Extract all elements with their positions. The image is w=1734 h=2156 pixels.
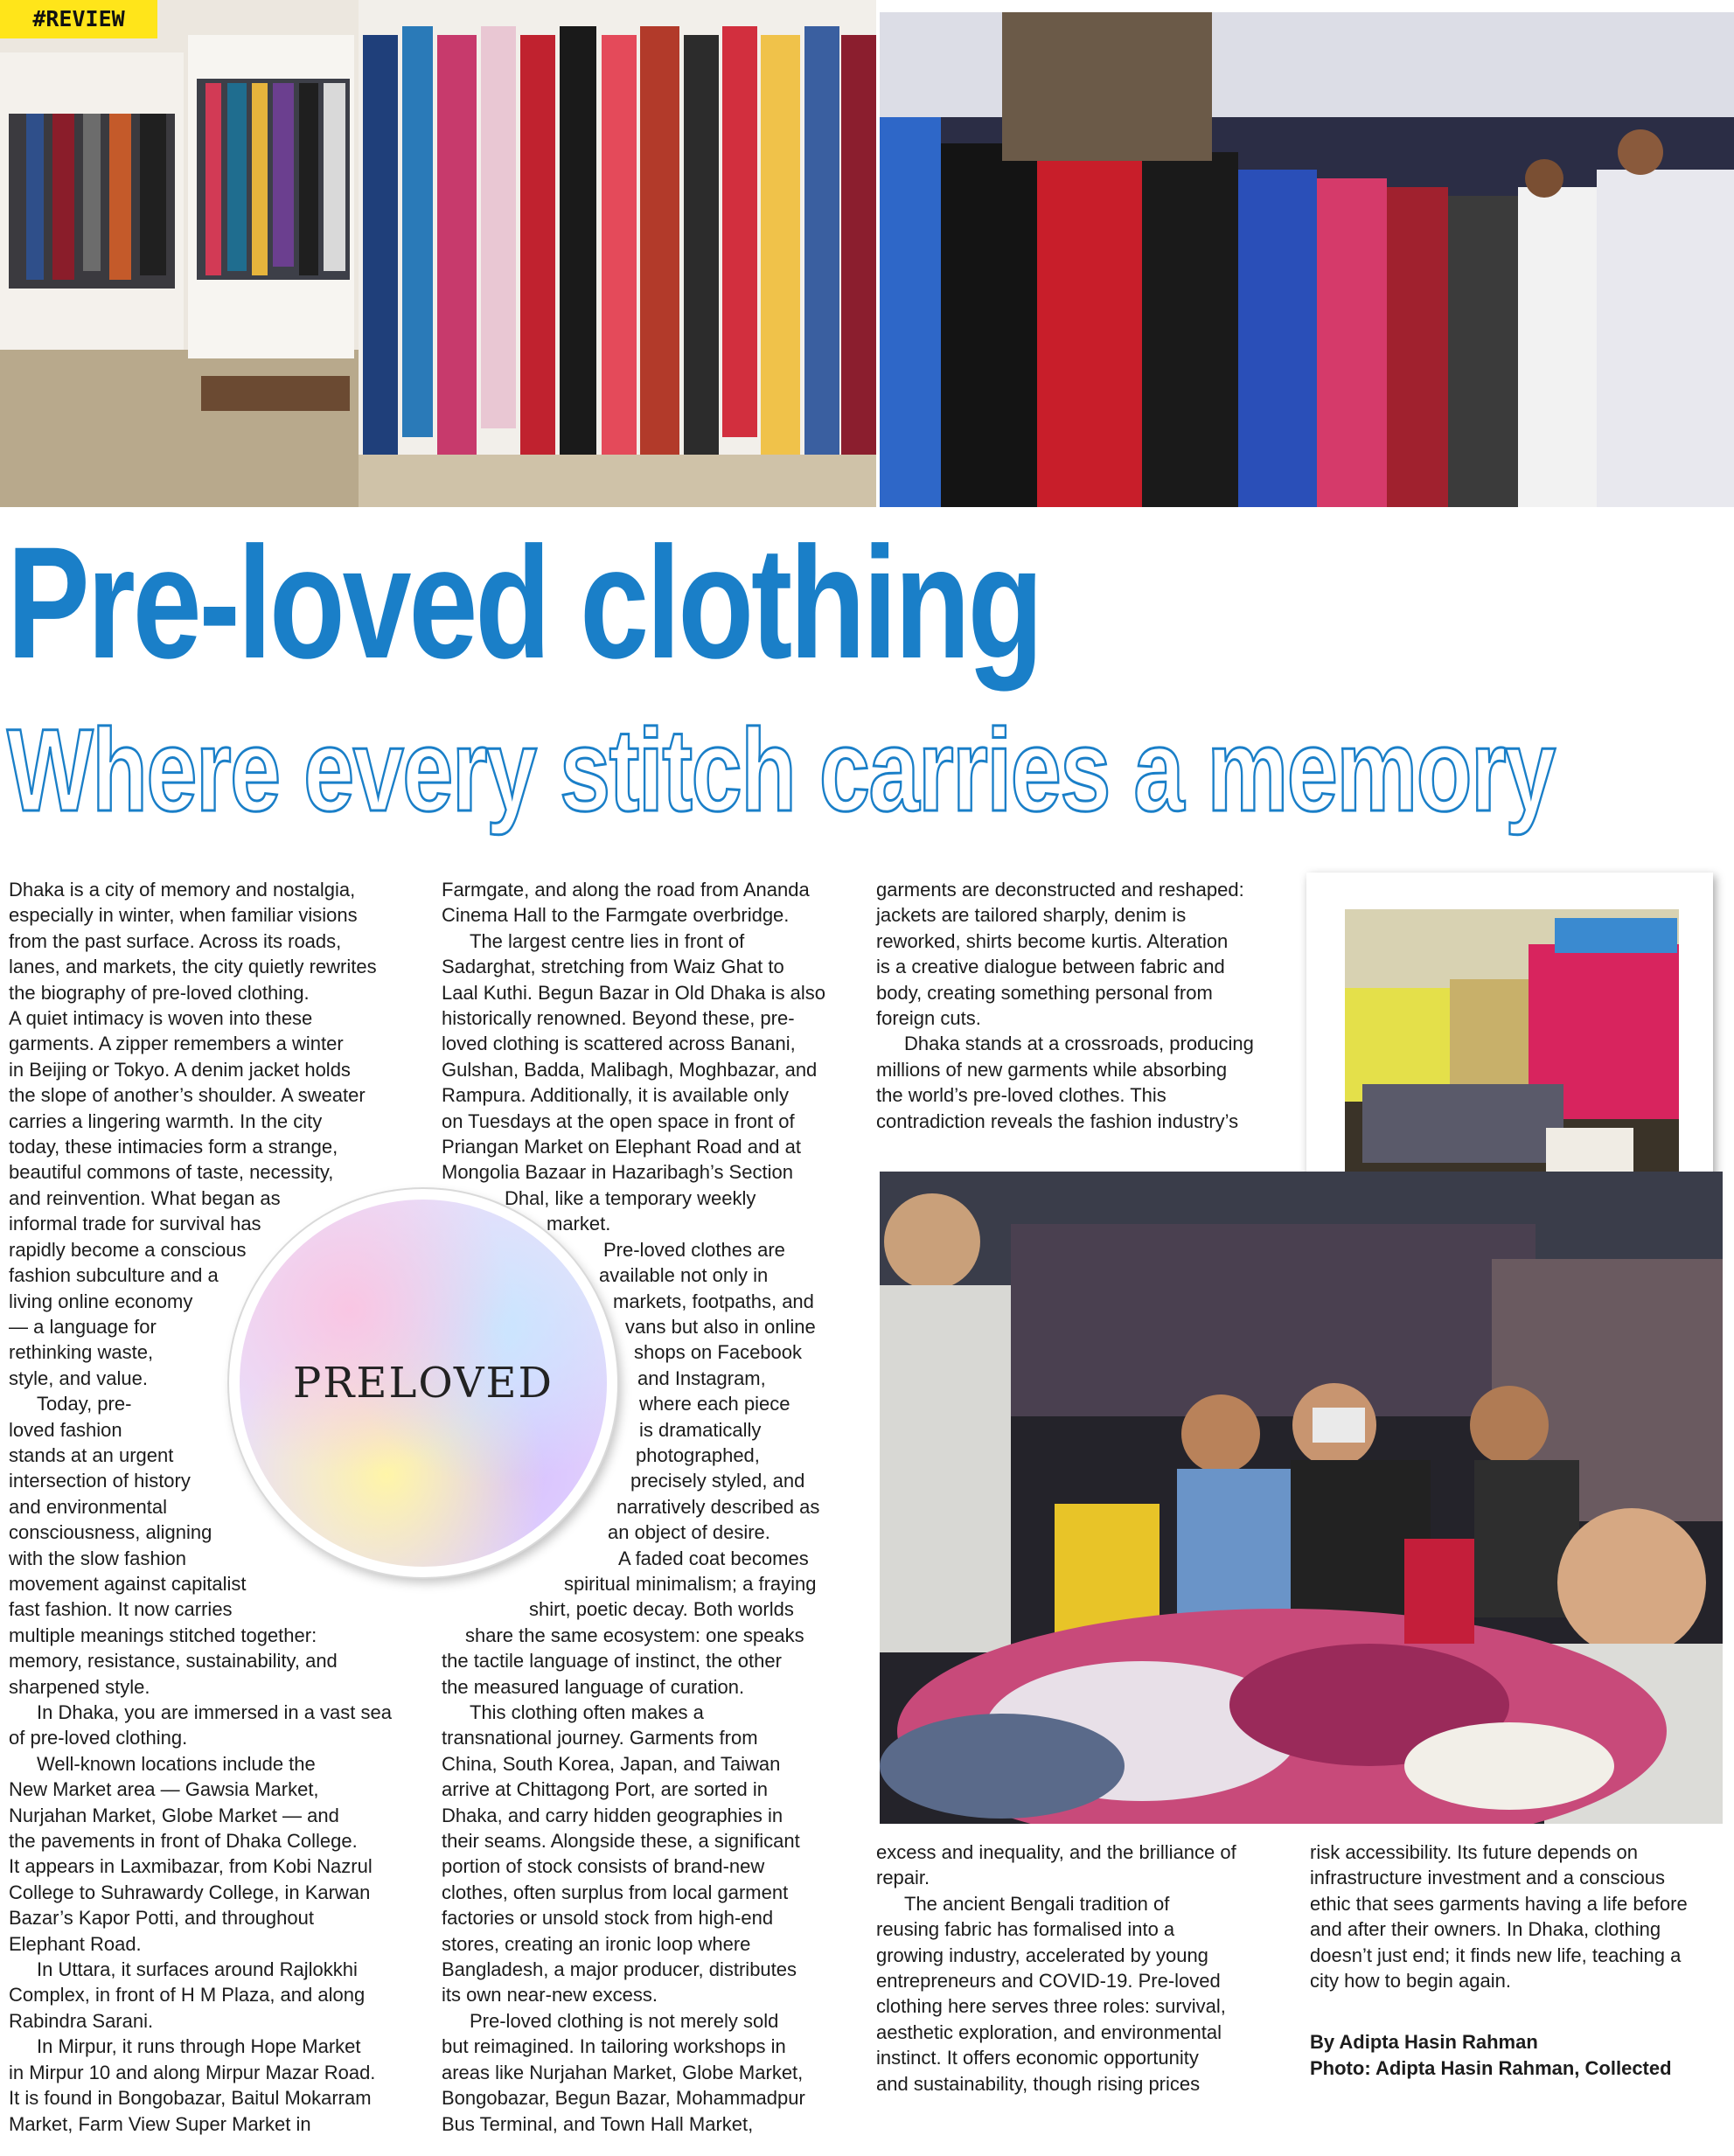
text-line: rethinking waste,	[9, 1341, 154, 1364]
text-line: millions of new garments while absorbing	[876, 1058, 1228, 1081]
text-line: and reinvention. What began as	[9, 1186, 281, 1209]
text-line: sharpened style.	[9, 1675, 150, 1698]
text-line: Sadarghat, stretching from Waiz Ghat to	[442, 956, 784, 978]
text-line: in Mirpur 10 and along Mirpur Mazar Road.	[9, 2061, 376, 2083]
text-line: New Market area — Gawsia Market,	[9, 1778, 319, 1801]
text-line: repair.	[876, 1867, 930, 1889]
text-line: excess and inequality, and the brilliance of	[876, 1841, 1236, 1863]
text-line: precisely styled, and	[630, 1470, 805, 1492]
text-line: and sustainability, though rising prices	[876, 2072, 1201, 2095]
article-column-3-bottom	[876, 1840, 1296, 2097]
text-line: their seams. Alongside these, a significant	[442, 1830, 800, 1853]
text-line: but reimagined. In tailoring workshops in	[442, 2035, 786, 2058]
photo-boutique-racks-art	[0, 0, 876, 507]
text-line: Dhaka stands at a crossroads, producing	[904, 1033, 1254, 1055]
article-column-4	[1310, 1840, 1730, 2081]
text-line: Bongobazar, Begun Bazar, Mohammadpur	[442, 2087, 805, 2110]
text-line: the measured language of curation.	[442, 1675, 745, 1698]
text-line: on Tuesdays at the open space in front of	[442, 1109, 795, 1132]
text-line: factories or unsold stock from high-end	[442, 1907, 774, 1930]
text-line: the tactile language of instinct, the other	[442, 1650, 782, 1673]
text-line: instinct. It offers economic opportunity	[876, 2047, 1199, 2069]
text-line: Pre-loved clothes are	[603, 1238, 785, 1261]
text-line: Rampura. Additionally, it is available only	[442, 1084, 790, 1107]
text-line: It is found in Bongobazar, Baitul Mokarram	[9, 2087, 372, 2110]
text-line: shops on Facebook	[634, 1341, 803, 1364]
text-line: in Beijing or Tokyo. A denim jacket holds	[9, 1058, 351, 1081]
text-line: living online economy	[9, 1290, 193, 1312]
text-line: the biography of pre-loved clothing.	[9, 981, 310, 1004]
photo-credit: Photo: Adipta Hasin Rahman, Collected	[1310, 2056, 1672, 2079]
text-line: The largest centre lies in front of	[470, 929, 745, 952]
text-line: infrastructure investment and a conscious	[1310, 1867, 1665, 1889]
text-line: consciousness, aligning	[9, 1521, 212, 1544]
preloved-circle-graphic	[229, 1189, 617, 1577]
text-line: — a language for	[9, 1315, 157, 1338]
text-line: entrepreneurs and COVID-19. Pre-loved	[876, 1970, 1221, 1993]
text-line: garments. A zipper remembers a winter	[9, 1033, 344, 1055]
text-line: clothes, often surplus from local garment	[442, 1881, 789, 1903]
headline: Pre-loved clothing	[7, 513, 1041, 692]
text-line: portion of stock consists of brand-new	[442, 1855, 765, 1878]
text-line: China, South Korea, Japan, and Taiwan	[442, 1752, 781, 1775]
text-line: the pavements in front of Dhaka College.	[9, 1830, 358, 1853]
text-line: stands at an urgent	[9, 1443, 174, 1466]
byline: By Adipta Hasin Rahman	[1310, 2031, 1538, 2054]
text-line: available not only in	[599, 1264, 769, 1287]
text-line: memory, resistance, sustainability, and	[9, 1650, 338, 1673]
text-line: Mongolia Bazaar in Hazaribagh’s Section	[442, 1161, 793, 1184]
text-line: This clothing often makes a	[470, 1701, 704, 1723]
text-line: In Dhaka, you are immersed in a vast sea	[37, 1701, 392, 1723]
text-line: markets, footpaths, and	[613, 1290, 814, 1312]
text-line: clothing here serves three roles: survival,	[876, 1995, 1226, 2018]
text-line: loved clothing is scattered across Banani,	[442, 1033, 796, 1055]
text-line: reusing fabric has formalised into a	[876, 1918, 1175, 1941]
photo-jacket-market-art	[880, 12, 1734, 507]
text-line: foreign cuts.	[876, 1007, 981, 1030]
text-line: vans but also in online	[625, 1315, 816, 1338]
text-line: Well-known locations include the	[37, 1752, 316, 1775]
text-line: from the past surface. Across its roads,	[9, 929, 342, 952]
text-line: narratively described as	[616, 1495, 820, 1518]
text-line: garments are deconstructed and reshaped:	[876, 879, 1244, 901]
text-line: especially in winter, when familiar visions	[9, 904, 358, 927]
text-line: its own near-new excess.	[442, 1984, 658, 2006]
text-line: and Instagram,	[637, 1367, 766, 1389]
text-line: Bangladesh, a major producer, distributes	[442, 1958, 797, 1981]
text-line: carries a lingering warmth. In the city	[9, 1109, 323, 1132]
text-line: is a creative dialogue between fabric and	[876, 956, 1225, 978]
text-line: beautiful commons of taste, necessity,	[9, 1161, 334, 1184]
photo-crowd-art	[880, 1172, 1723, 1824]
text-line: loved fashion	[9, 1418, 122, 1441]
text-line: city how to begin again.	[1310, 1970, 1511, 1993]
photo-jacket-market	[880, 12, 1734, 507]
text-line: Farmgate, and along the road from Ananda	[442, 879, 810, 901]
text-line: Complex, in front of H M Plaza, and along	[9, 1984, 366, 2006]
text-line: reworked, shirts become kurtis. Alteration	[876, 929, 1229, 952]
text-line: the slope of another’s shoulder. A sweater	[9, 1084, 366, 1107]
text-line: movement against capitalist	[9, 1572, 247, 1595]
text-line: shirt, poetic decay. Both worlds	[529, 1598, 794, 1621]
text-line: contradiction reveals the fashion industry’s	[876, 1109, 1239, 1132]
text-line: and environmental	[9, 1495, 168, 1518]
text-line: style, and value.	[9, 1367, 148, 1389]
text-line: with the slow fashion	[9, 1547, 186, 1569]
text-line: aesthetic exploration, and environmental	[876, 2020, 1222, 2043]
text-line: In Mirpur, it runs through Hope Market	[37, 2035, 361, 2058]
text-line: stores, creating an ironic loop where	[442, 1932, 751, 1955]
text-line: The ancient Bengali tradition of	[904, 1892, 1170, 1915]
text-line: transnational journey. Garments from	[442, 1727, 758, 1749]
subheadline: Where every stitch carries a memory	[7, 706, 1555, 836]
text-line: intersection of history	[9, 1470, 191, 1492]
text-line: of pre-loved clothing.	[9, 1727, 188, 1749]
text-line: body, creating something personal from	[876, 981, 1213, 1004]
text-line: Priangan Market on Elephant Road and at	[442, 1136, 801, 1158]
text-line: Nurjahan Market, Globe Market — and	[9, 1804, 339, 1826]
text-line: jackets are tailored sharply, denim is	[876, 904, 1187, 927]
text-line: rapidly become a conscious	[9, 1238, 247, 1261]
text-line: A faded coat becomes	[618, 1547, 809, 1569]
text-line: where each piece	[639, 1393, 790, 1415]
text-line: multiple meanings stitched together:	[9, 1624, 317, 1646]
text-line: A quiet intimacy is woven into these	[9, 1007, 313, 1030]
photo-boutique-racks	[0, 0, 876, 507]
text-line: Gulshan, Badda, Malibagh, Moghbazar, and	[442, 1058, 818, 1081]
text-line: areas like Nurjahan Market, Globe Market,	[442, 2061, 804, 2083]
text-line: growing industry, accelerated by young	[876, 1944, 1208, 1966]
text-line: Dhaka is a city of memory and nostalgia,	[9, 879, 356, 901]
text-line: College to Suhrawardy College, in Karwan	[9, 1881, 371, 1903]
text-line: It appears in Laxmibazar, from Kobi Nazrul	[9, 1855, 373, 1878]
text-line: Dhal, like a temporary weekly	[505, 1186, 756, 1209]
photo-crowd-sorting-clothes	[880, 1172, 1723, 1824]
text-line: today, these intimacies form a strange,	[9, 1136, 338, 1158]
text-line: arrive at Chittagong Port, are sorted in	[442, 1778, 768, 1801]
text-line: Cinema Hall to the Farmgate overbridge.	[442, 904, 790, 927]
text-line: fast fashion. It now carries	[9, 1598, 233, 1621]
preloved-logo-text: PRELOVED	[292, 1359, 554, 1408]
text-line: photographed,	[636, 1443, 760, 1466]
text-line: risk accessibility. Its future depends on	[1310, 1841, 1638, 1863]
text-line: fashion subculture and a	[9, 1264, 219, 1287]
text-line: and after their owners. In Dhaka, clothing	[1310, 1918, 1661, 1941]
text-line: doesn’t just end; it finds new life, teaching a	[1310, 1944, 1682, 1966]
text-line: is dramatically	[639, 1418, 762, 1441]
text-line: market.	[547, 1213, 611, 1235]
text-line: Rabindra Sarani.	[9, 2009, 154, 2032]
text-line: lanes, and markets, the city quietly rewrites	[9, 956, 377, 978]
text-line: Today, pre-	[37, 1393, 132, 1415]
text-line: Bus Terminal, and Town Hall Market,	[442, 2112, 754, 2135]
text-line: Laal Kuthi. Begun Bazar in Old Dhaka is also	[442, 981, 826, 1004]
text-line: an object of desire.	[608, 1521, 770, 1544]
text-line: share the same ecosystem: one speaks	[465, 1624, 804, 1646]
spacer	[1310, 1993, 1730, 2019]
text-line: Pre-loved clothing is not merely sold	[470, 2009, 779, 2032]
text-line: In Uttara, it surfaces around Rajlokkhi	[37, 1958, 358, 1981]
review-tag: #REVIEW	[0, 0, 157, 38]
text-line: spiritual minimalism; a fraying	[564, 1572, 817, 1595]
text-line: Elephant Road.	[9, 1932, 142, 1955]
text-line: ethic that sees garments having a life before	[1310, 1892, 1688, 1915]
article-column-3-top	[876, 877, 1296, 1134]
text-line: informal trade for survival has	[9, 1213, 261, 1235]
text-line: Bazar’s Kapor Potti, and throughout	[9, 1907, 314, 1930]
text-line: the world’s pre-loved clothes. This	[876, 1084, 1166, 1107]
text-line: Dhaka, and carry hidden geographies in	[442, 1804, 783, 1826]
text-line: historically renowned. Beyond these, pre-	[442, 1007, 795, 1030]
text-line: Market, Farm View Super Market in	[9, 2112, 311, 2135]
